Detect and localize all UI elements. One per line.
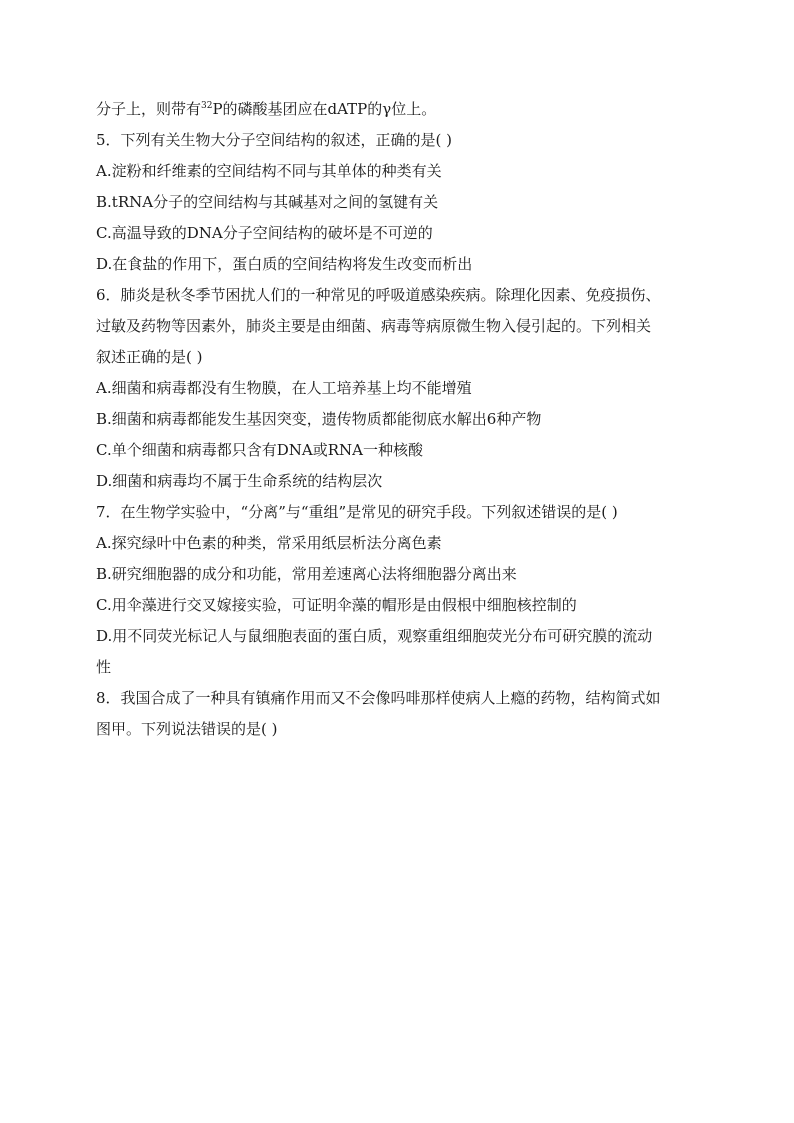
question-5-option-b: B.tRNA分子的空间结构与其碱基对之间的氢键有关	[96, 193, 439, 211]
question-5-option-a: A.淀粉和纤维素的空间结构不同与其单体的种类有关	[96, 162, 442, 180]
question-6-option-d: D.细菌和病毒均不属于生命系统的结构层次	[96, 472, 383, 490]
question-5-option-c: C.高温导致的DNA分子空间结构的破坏是不可逆的	[96, 224, 433, 242]
isotope-superscript: 32	[201, 101, 213, 111]
question-7-option-d-line-1: D.用不同荧光标记人与鼠细胞表面的蛋白质，观察重组细胞荧光分布可研究膜的流动	[96, 627, 653, 645]
question-7-option-c: C.用伞藻进行交叉嫁接实验，可证明伞藻的帽形是由假根中细胞核控制的	[96, 596, 577, 614]
question-6	[96, 280, 704, 497]
question-6-stem-line-2: 过敏及药物等因素外，肺炎主要是由细菌、病毒等病原微生物入侵引起的。下列相关	[96, 317, 652, 335]
question-6-option-c: C.单个细菌和病毒都只含有DNA或RNA一种核酸	[96, 441, 423, 459]
question-6-option-a: A.细菌和病毒都没有生物膜，在人工培养基上均不能增殖	[96, 379, 472, 397]
question-5-stem: 5．下列有关生物大分子空间结构的叙述，正确的是( )	[96, 131, 453, 149]
question-6-stem-line-3: 叙述正确的是( )	[96, 348, 203, 366]
question-7-stem: 7．在生物学实验中，“分离”与“重组”是常见的研究手段。下列叙述错误的是( )	[96, 503, 618, 521]
question-5	[96, 125, 704, 280]
continuation-text-start: 分子上，则带有	[96, 100, 202, 118]
question-content	[96, 94, 704, 745]
question-8	[96, 683, 704, 745]
question-6-stem-line-1: 6．肺炎是秋冬季节困扰人们的一种常见的呼吸道感染疾病。除理化因素、免疫损伤、	[96, 286, 661, 304]
question-7-option-a: A.探究绿叶中色素的种类，常采用纸层析法分离色素	[96, 534, 442, 552]
continuation-line	[96, 94, 704, 125]
question-8-stem-line-1: 8．我国合成了一种具有镇痛作用而又不会像吗啡那样使病人上瘾的药物，结构简式如	[96, 689, 661, 707]
question-6-option-b: B.细菌和病毒都能发生基因突变，遗传物质都能彻底水解出6种产物	[96, 410, 542, 428]
question-8-stem-line-2: 图甲。下列说法错误的是( )	[96, 720, 278, 738]
question-7-option-d-line-2: 性	[96, 658, 112, 676]
question-7	[96, 497, 704, 683]
question-7-option-b: B.研究细胞器的成分和功能，常用差速离心法将细胞器分离出来	[96, 565, 517, 583]
continuation-text-end: P的磷酸基团应在dATP的γ位上。	[212, 100, 437, 118]
question-5-option-d: D.在食盐的作用下，蛋白质的空间结构将发生改变而析出	[96, 255, 473, 273]
